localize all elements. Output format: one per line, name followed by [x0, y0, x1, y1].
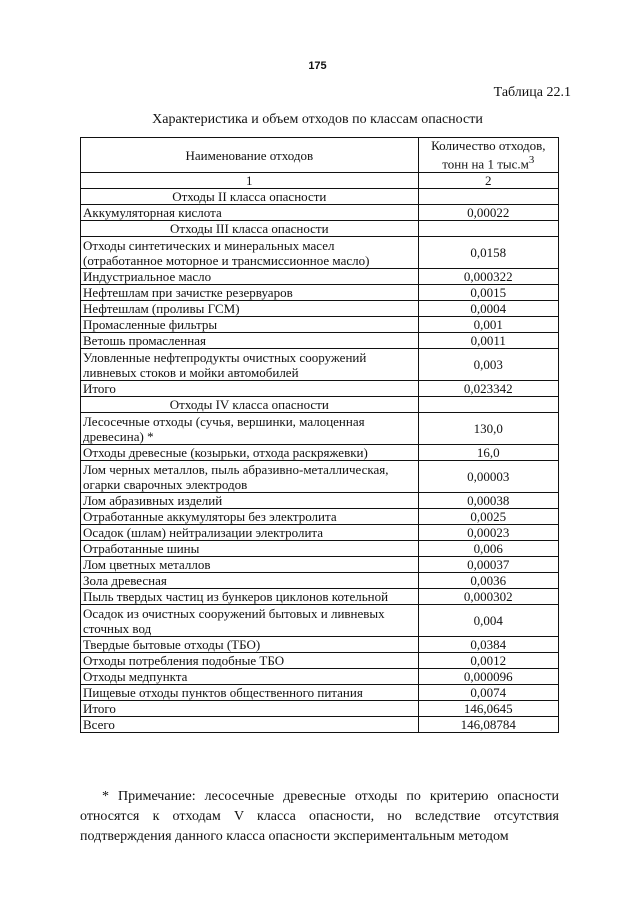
table-row [81, 445, 559, 461]
waste-quantity: 0,00038 [418, 493, 558, 509]
hazard-class-name: Отходы III класса опасности [81, 221, 419, 237]
table-row [81, 525, 559, 541]
waste-quantity [418, 397, 558, 413]
table-row [81, 381, 559, 397]
waste-quantity: 0,000096 [418, 669, 558, 685]
column-index-1: 1 [81, 173, 419, 189]
header-quantity [418, 138, 558, 173]
table-row [81, 237, 559, 269]
waste-quantity: 0,003 [418, 349, 558, 381]
waste-name: Зола древесная [81, 573, 419, 589]
table-row [81, 461, 559, 493]
waste-quantity: 0,000302 [418, 589, 558, 605]
waste-name: Аккумуляторная кислота [81, 205, 419, 221]
page-number: 175 [308, 60, 327, 72]
waste-quantity: 0,0011 [418, 333, 558, 349]
waste-name: Лом черных металлов, пыль абразивно-металлическая, огарки сварочных электродов [81, 461, 419, 493]
waste-name: Отработанные аккумуляторы без электролита [81, 509, 419, 525]
table-header-row [81, 138, 559, 173]
waste-quantity: 0,0384 [418, 637, 558, 653]
waste-quantity: 0,004 [418, 605, 558, 637]
hazard-class-row [81, 189, 559, 205]
hazard-class-name: Отходы II класса опасности [81, 189, 419, 205]
waste-name: Лесосечные отходы (сучья, вершинки, малоценная древесина) * [81, 413, 419, 445]
waste-name: Индустриальное масло [81, 269, 419, 285]
waste-name: Пыль твердых частиц из бункеров циклонов котельной [81, 589, 419, 605]
waste-quantity: 0,0158 [418, 237, 558, 269]
waste-quantity: 0,0012 [418, 653, 558, 669]
column-index-row [81, 173, 559, 189]
waste-name: Отходы потребления подобные ТБО [81, 653, 419, 669]
table-row [81, 413, 559, 445]
table-row [81, 685, 559, 701]
waste-quantity: 0,0025 [418, 509, 558, 525]
footnote [80, 787, 559, 847]
header-quantity-sup: 3 [528, 154, 535, 167]
waste-quantity: 0,0004 [418, 301, 558, 317]
table-row [81, 317, 559, 333]
waste-quantity: 0,000322 [418, 269, 558, 285]
waste-quantity [418, 189, 558, 205]
table-row [81, 541, 559, 557]
table-row [81, 717, 559, 733]
table-row [81, 589, 559, 605]
waste-name: Промасленные фильтры [81, 317, 419, 333]
table-row [81, 349, 559, 381]
waste-quantity: 0,006 [418, 541, 558, 557]
waste-quantity: 0,0074 [418, 685, 558, 701]
waste-quantity [418, 221, 558, 237]
table-row [81, 509, 559, 525]
waste-name: Отходы древесные (козырьки, отхода раскряжевки) [81, 445, 419, 461]
header-name: Наименование отходов [81, 138, 419, 173]
waste-name: Лом цветных металлов [81, 557, 419, 573]
table-row [81, 669, 559, 685]
table-row [81, 333, 559, 349]
table-row [81, 701, 559, 717]
table-title: Характеристика и объем отходов по классам опасности [152, 112, 483, 127]
waste-name: Итого [81, 701, 419, 717]
waste-quantity: 16,0 [418, 445, 558, 461]
table-row [81, 205, 559, 221]
column-index-2: 2 [418, 173, 558, 189]
waste-quantity: 0,0036 [418, 573, 558, 589]
table-row [81, 493, 559, 509]
table-body [81, 189, 559, 733]
hazard-class-name: Отходы IV класса опасности [81, 397, 419, 413]
table-row [81, 605, 559, 637]
waste-quantity: 0,00023 [418, 525, 558, 541]
waste-quantity: 0,023342 [418, 381, 558, 397]
waste-name: Пищевые отходы пунктов общественного питания [81, 685, 419, 701]
waste-name: Осадок (шлам) нейтрализации электролита [81, 525, 419, 541]
waste-quantity: 0,001 [418, 317, 558, 333]
table-row [81, 573, 559, 589]
table-row [81, 301, 559, 317]
waste-name: Твердые бытовые отходы (ТБО) [81, 637, 419, 653]
header-quantity-line2: тонн на 1 тыс.м [442, 156, 529, 172]
waste-name: Отходы медпункта [81, 669, 419, 685]
waste-quantity: 0,00022 [418, 205, 558, 221]
hazard-class-row [81, 221, 559, 237]
table-label: Таблица 22.1 [493, 85, 571, 100]
hazard-class-row [81, 397, 559, 413]
waste-name: Итого [81, 381, 419, 397]
waste-quantity: 0,00003 [418, 461, 558, 493]
waste-name: Уловленные нефтепродукты очистных сооружений ливневых стоков и мойки автомобилей [81, 349, 419, 381]
waste-name: Всего [81, 717, 419, 733]
waste-table [80, 137, 559, 733]
waste-quantity: 0,0015 [418, 285, 558, 301]
waste-name: Отработанные шины [81, 541, 419, 557]
table-row [81, 285, 559, 301]
waste-name: Нефтешлам при зачистке резервуаров [81, 285, 419, 301]
waste-quantity: 0,00037 [418, 557, 558, 573]
table-row [81, 653, 559, 669]
waste-quantity: 146,08784 [418, 717, 558, 733]
header-quantity-line1: Количество отходов, [431, 138, 546, 154]
waste-name: Осадок из очистных сооружений бытовых и ливневых сточных вод [81, 605, 419, 637]
waste-name: Отходы синтетических и минеральных масел (отработанное моторное и трансмиссионное масло) [81, 237, 419, 269]
waste-name: Нефтешлам (проливы ГСМ) [81, 301, 419, 317]
waste-quantity: 130,0 [418, 413, 558, 445]
waste-quantity: 146,0645 [418, 701, 558, 717]
footnote-text: * Примечание: лесосечные древесные отходы по критерию опасности относятся к отходам V класса опасности, но вследствие отсутствия подтверждения данного класса опасности экспериментальным методом [80, 789, 559, 844]
table-row [81, 637, 559, 653]
table-row [81, 557, 559, 573]
waste-name: Лом абразивных изделий [81, 493, 419, 509]
waste-name: Ветошь промасленная [81, 333, 419, 349]
table-row [81, 269, 559, 285]
